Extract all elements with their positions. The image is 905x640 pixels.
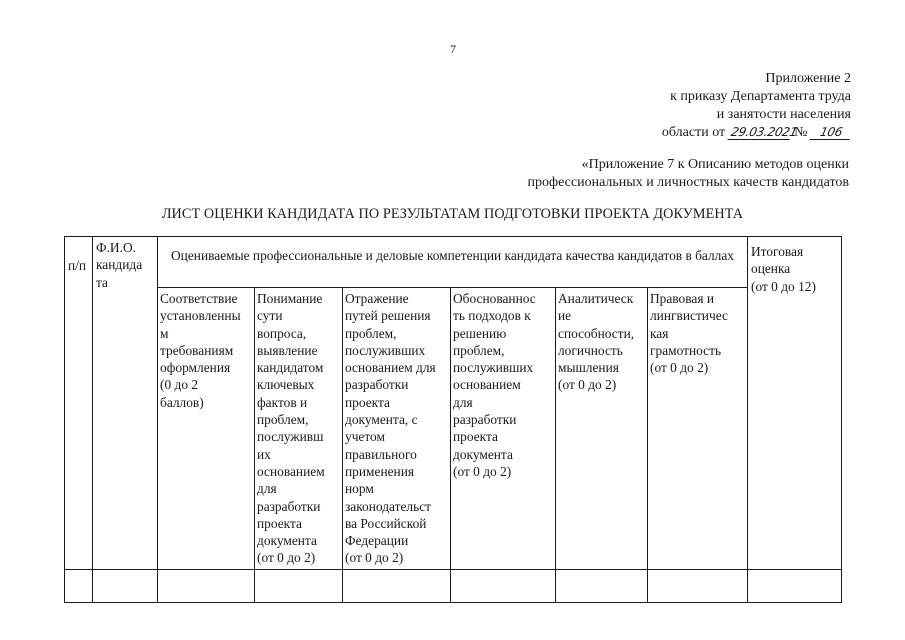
header-row-2 xyxy=(65,288,842,570)
reference-line-2: профессиональных и личностных качеств кандидатов xyxy=(527,175,849,190)
appendix-block xyxy=(431,70,851,142)
criterion-justification: Обоснованнос ть подходов к решению проблем, послуживших основанием для разработки проекта документа (от 0 до 2) xyxy=(451,288,556,570)
handwritten-date: 29.03.2021 xyxy=(727,126,792,140)
criterion-literacy: Правовая и лингвистичес кая грамотность (от 0 до 2) xyxy=(648,288,748,570)
criterion-solutions: Отражение путей решения проблем, послуживших основанием для разработки проекта документа, с учетом правильного применения норм законодательст ва Российской Федерации (от 0 до 2) xyxy=(343,288,451,570)
cell-score-understanding[interactable] xyxy=(255,569,343,602)
col-number-header: п/п xyxy=(65,237,93,570)
cell-score-solutions[interactable] xyxy=(343,569,451,602)
reference-line-1: «Приложение 7 к Описанию методов оценки xyxy=(581,157,849,172)
number-sign: № xyxy=(794,125,808,140)
appendix-line-3: и занятости населения xyxy=(716,107,851,122)
cell-score-justification[interactable] xyxy=(451,569,556,602)
reference-block xyxy=(429,156,849,192)
competencies-group-header: Оцениваемые профессиональные и деловые компетенции кандидата качества кандидатов в баллах xyxy=(158,237,748,288)
appendix-line-2: к приказу Департамента труда xyxy=(670,89,851,104)
appendix-date-prefix: области от xyxy=(661,125,726,140)
table-row xyxy=(65,569,842,602)
cell-name[interactable] xyxy=(93,569,158,602)
cell-total[interactable] xyxy=(748,569,842,602)
page-number: 7 xyxy=(450,42,456,56)
cell-number[interactable] xyxy=(65,569,93,602)
evaluation-table xyxy=(64,236,842,603)
document-title: ЛИСТ ОЦЕНКИ КАНДИДАТА ПО РЕЗУЛЬТАТАМ ПОДГОТОВКИ ПРОЕКТА ДОКУМЕНТА xyxy=(161,206,744,222)
col-total-header: Итоговая оценка (от 0 до 12) xyxy=(748,237,842,570)
criterion-understanding: Понимание сути вопроса, выявление кандидатом ключевых фактов и проблем, послуживш их основанием для разработки проекта документа (от 0 до 2) xyxy=(255,288,343,570)
criterion-analytical: Аналитическ ие способности, логичность мышления (от 0 до 2) xyxy=(556,288,648,570)
cell-score-formatting[interactable] xyxy=(158,569,255,602)
cell-score-analytical[interactable] xyxy=(556,569,648,602)
col-name-header: Ф.И.О. кандида та xyxy=(93,237,158,570)
appendix-line-1: Приложение 2 xyxy=(765,71,851,86)
appendix-line-4 xyxy=(431,124,851,142)
criterion-formatting: Соответствие установленны м требованиям оформления (0 до 2 баллов) xyxy=(158,288,255,570)
cell-score-literacy[interactable] xyxy=(648,569,748,602)
header-row-1 xyxy=(65,237,842,288)
handwritten-number: 106 xyxy=(810,126,853,140)
